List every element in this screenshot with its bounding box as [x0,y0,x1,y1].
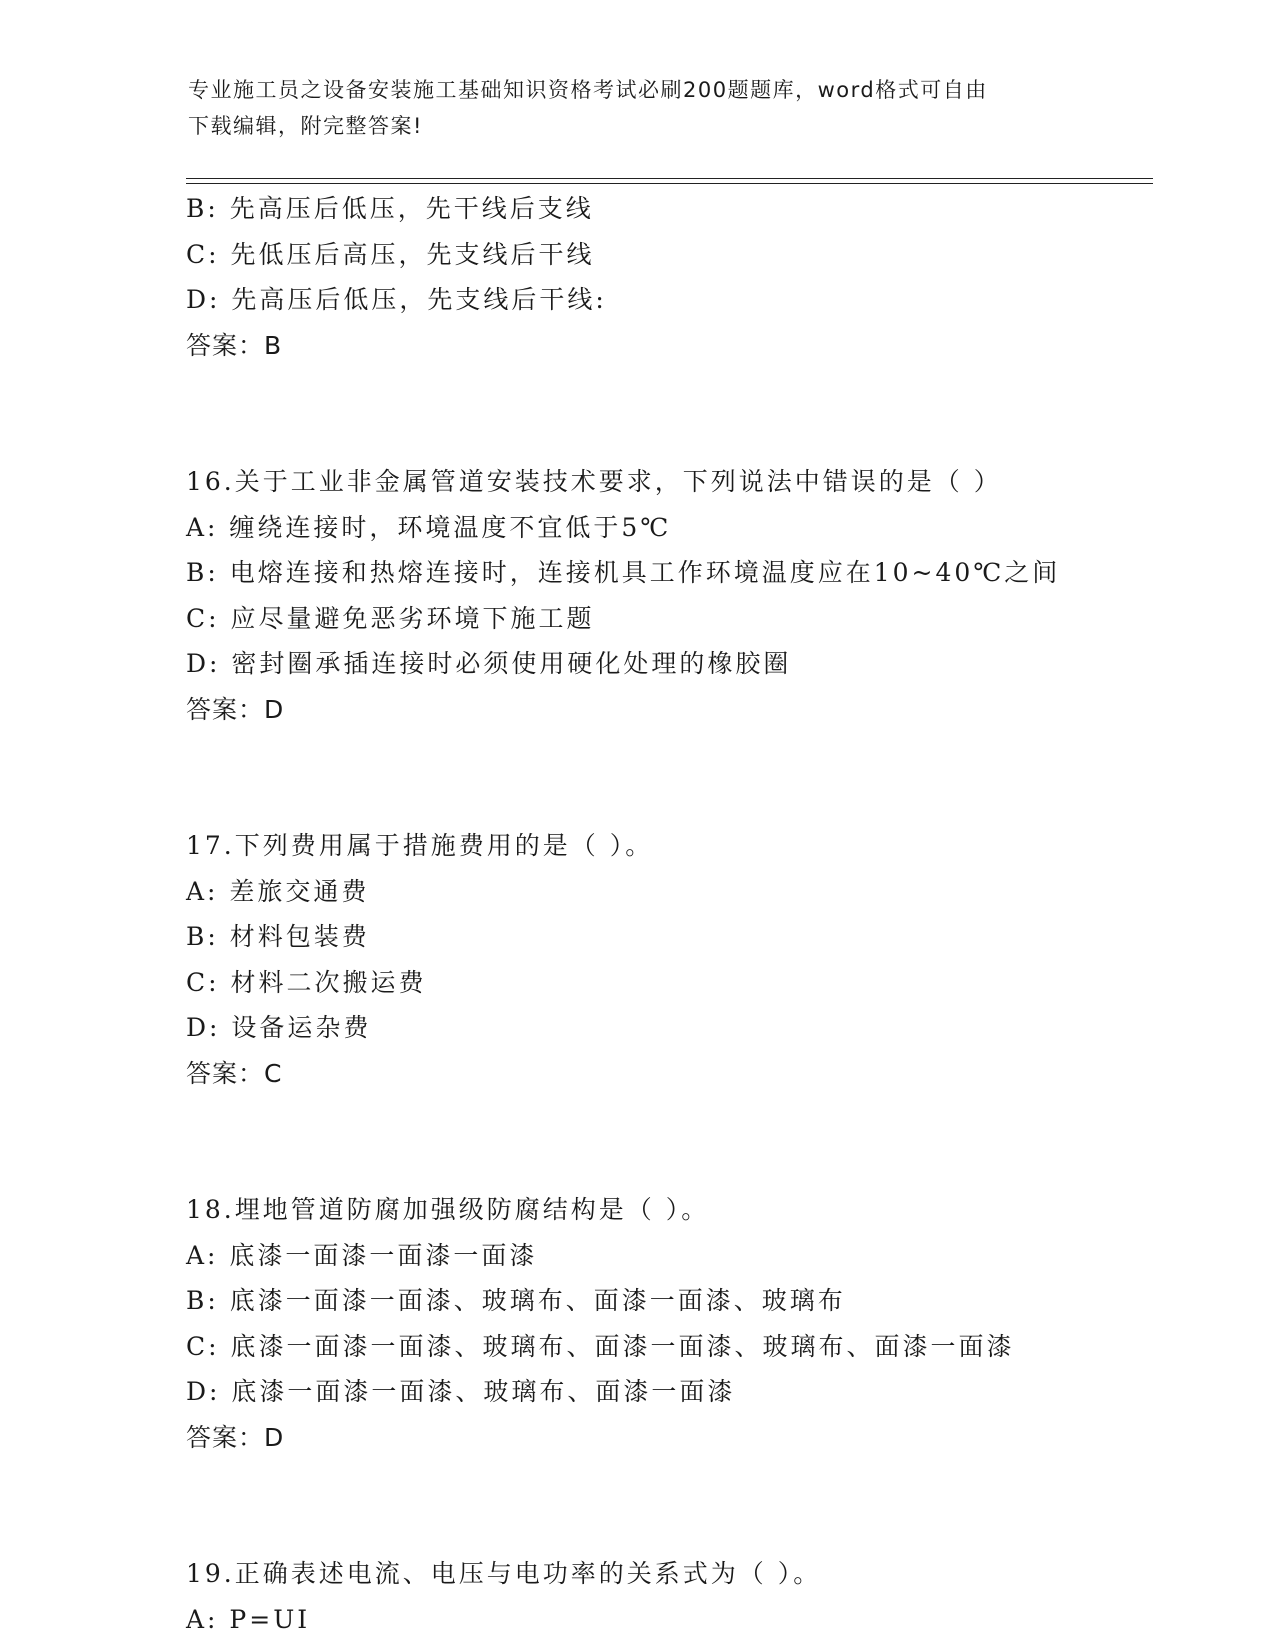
option-c: C: 应尽量避免恶劣环境下施工题 [186,603,595,633]
question-16 [186,459,1166,732]
spacer [186,368,1166,459]
spacer [186,732,1166,823]
page-header [188,72,1088,144]
page-title-line-1: 专业施工员之设备安装施工基础知识资格考试必刷200题题库，word格式可自由 [188,78,988,102]
question-17 [186,823,1166,1096]
spacer [186,1460,1166,1551]
question-text: 18.埋地管道防腐加强级防腐结构是（ ）。 [186,1195,710,1224]
question-text: 17.下列费用属于措施费用的是（ ）。 [186,831,654,860]
option-b: B: 先高压后低压，先干线后支线 [186,194,594,223]
option-b: B: 电熔连接和热熔连接时，连接机具工作环境温度应在10~40℃之间 [186,558,1061,587]
option-a: A: 差旅交通费 [186,876,370,906]
answer: 答案：B [186,330,283,360]
option-b: B: 材料包装费 [186,922,370,951]
question-text: 19.正确表述电流、电压与电功率的关系式为（ ）。 [186,1559,822,1588]
option-b: B: 底漆一面漆一面漆、玻璃布、面漆一面漆、玻璃布 [186,1286,846,1315]
option-c: C: 先低压后高压，先支线后干线 [186,239,595,269]
question-15-continued [186,186,1166,368]
question-list [186,186,1166,1642]
question-19 [186,1551,1166,1642]
question-text: 16.关于工业非金属管道安装技术要求，下列说法中错误的是（ ） [186,467,1002,496]
page-title-line-2: 下载编辑，附完整答案! [188,114,423,138]
option-a: A: 底漆一面漆一面漆一面漆 [186,1240,538,1270]
answer: 答案：D [186,1422,285,1452]
option-a: A: 缠绕连接时，环境温度不宜低于5℃ [186,512,672,542]
option-c: C: 材料二次搬运费 [186,967,427,997]
option-a: A: P=UI [186,1604,311,1634]
option-d: D: 设备运杂费 [186,1013,372,1042]
option-d: D: 底漆一面漆一面漆、玻璃布、面漆一面漆 [186,1377,736,1406]
option-c: C: 底漆一面漆一面漆、玻璃布、面漆一面漆、玻璃布、面漆一面漆 [186,1331,1015,1361]
answer: 答案：D [186,694,285,724]
header-divider [186,178,1153,184]
answer: 答案：C [186,1058,283,1088]
option-d: D: 密封圈承插连接时必须使用硬化处理的橡胶圈 [186,649,792,678]
option-d: D: 先高压后低压，先支线后干线: [186,285,607,314]
spacer [186,1096,1166,1187]
question-18 [186,1187,1166,1460]
